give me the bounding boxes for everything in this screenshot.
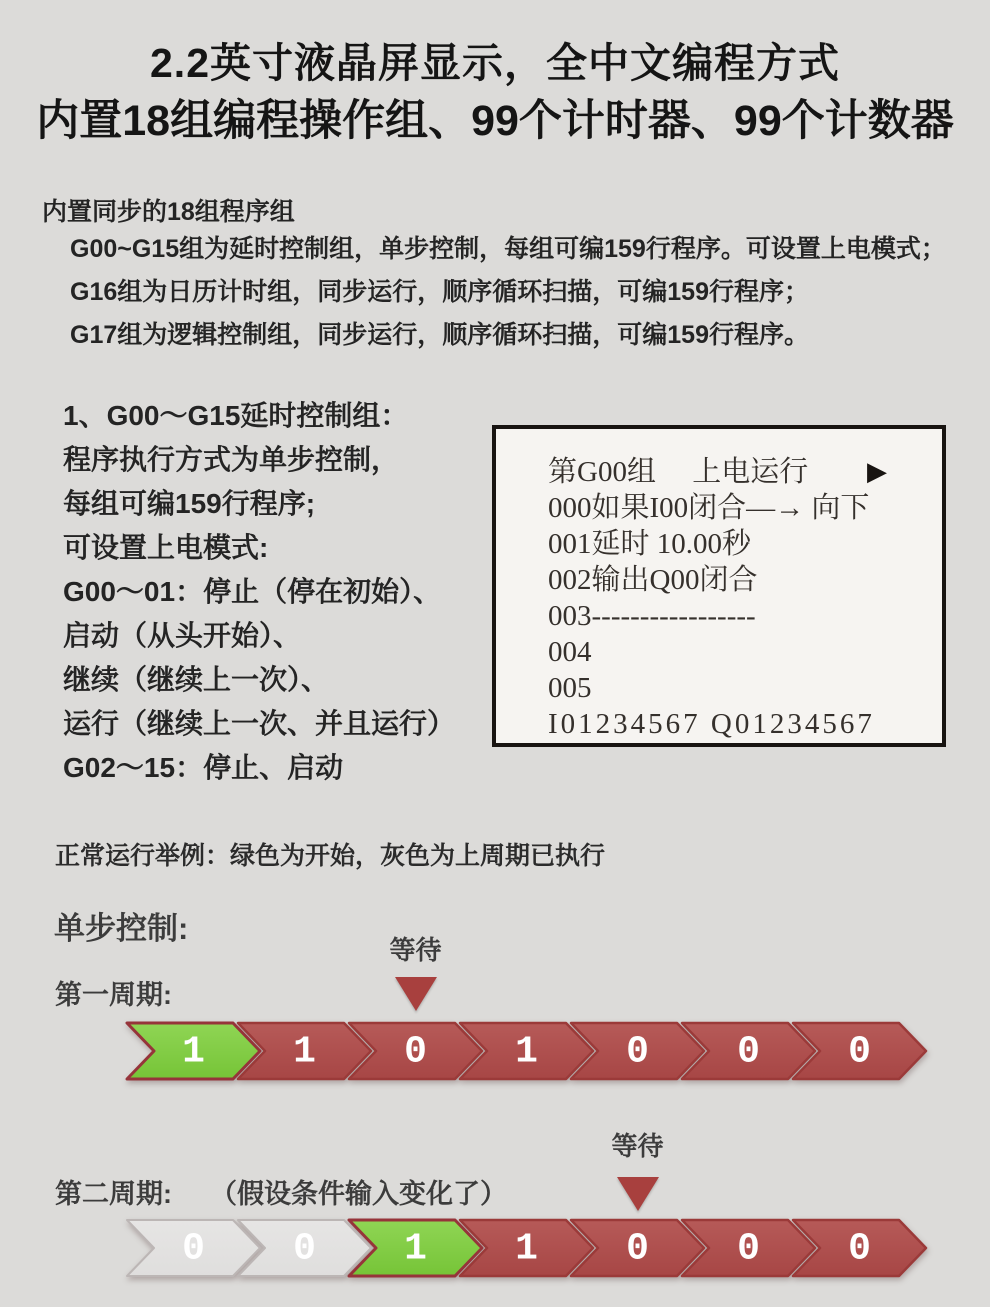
lcd-line: 005 bbox=[548, 672, 592, 704]
feature-line: 1、G00～G15延时控制组： bbox=[63, 400, 409, 431]
lcd-screen bbox=[492, 425, 946, 747]
chevron-step-value: 1 bbox=[515, 1030, 538, 1074]
chevron-step-value: 0 bbox=[848, 1227, 871, 1271]
feature-line: 继续（继续上一次）、 bbox=[63, 664, 330, 695]
wait-label: 等待 bbox=[611, 1131, 664, 1161]
cursor-arrow-icon: ▶ bbox=[867, 457, 887, 486]
lcd-line-text: 第G00组 上电运行 bbox=[548, 456, 809, 488]
intro-line: G00~G15组为延时控制组，单步控制，每组可编159行程序。可设置上电模式； bbox=[70, 235, 946, 263]
chevron-step-value: 0 bbox=[848, 1030, 871, 1074]
cycle-row-label: 第二周期: bbox=[55, 1179, 172, 1209]
cycle-row-label: 第一周期: bbox=[55, 980, 172, 1010]
cycle-chevron-strip bbox=[127, 1218, 937, 1280]
feature-line: 可设置上电模式: bbox=[63, 532, 269, 563]
chevron-step-value: 1 bbox=[293, 1030, 316, 1074]
intro-line: G17组为逻辑控制组，同步运行，顺序循环扫描，可编159行程序。 bbox=[70, 321, 809, 349]
feature-line: 程序执行方式为单步控制， bbox=[63, 444, 400, 475]
chevron-step-value: 0 bbox=[293, 1227, 316, 1271]
chevron-step-value: 0 bbox=[626, 1227, 649, 1271]
wait-marker-triangle-icon bbox=[617, 1177, 659, 1211]
example-caption: 正常运行举例：绿色为开始，灰色为上周期已执行 bbox=[55, 842, 606, 870]
feature-line: 每组可编159行程序; bbox=[63, 488, 316, 519]
wait-marker-triangle-icon bbox=[395, 977, 437, 1011]
feature-list bbox=[63, 394, 455, 790]
chevron-step-value: 1 bbox=[515, 1227, 538, 1271]
lcd-line: 000如果I00闭合—→ 向下 bbox=[548, 492, 870, 524]
lcd-line: 002输出Q00闭合 bbox=[548, 564, 758, 596]
feature-line: 启动（从头开始）、 bbox=[63, 620, 302, 651]
feature-line: G02～15：停止、启动 bbox=[63, 752, 344, 783]
mode-label: 单步控制: bbox=[54, 911, 189, 946]
intro-lines bbox=[70, 228, 946, 357]
chevron-step-value: 0 bbox=[182, 1227, 205, 1271]
lcd-line: 004 bbox=[548, 636, 592, 668]
chevron-step-value: 0 bbox=[737, 1030, 760, 1074]
feature-line: G00～01：停止（停在初始）、 bbox=[63, 576, 442, 607]
chevron-step-value: 1 bbox=[404, 1227, 427, 1271]
lcd-io-status: I01234567 Q01234567 bbox=[548, 708, 875, 740]
lcd-line: 003----------------- bbox=[548, 600, 756, 632]
title-line-1: 2.2英寸液晶屏显示，全中文编程方式 bbox=[150, 40, 840, 86]
wait-label: 等待 bbox=[389, 935, 442, 965]
title-line-2: 内置18组编程操作组、99个计时器、99个计数器 bbox=[36, 97, 954, 145]
lcd-line: 001延时 10.00秒 bbox=[548, 528, 752, 560]
cycle-row-header bbox=[55, 973, 172, 1012]
chevron-step-value: 1 bbox=[182, 1030, 205, 1074]
lcd-line bbox=[548, 454, 942, 490]
cycle-row-header bbox=[55, 1172, 507, 1211]
lcd-body bbox=[548, 490, 942, 706]
intro-heading: 内置同步的18组程序组 bbox=[42, 198, 295, 226]
intro-line: G16组为日历计时组，同步运行，顺序循环扫描，可编159行程序； bbox=[70, 278, 809, 306]
feature-line: 运行（继续上一次、并且运行） bbox=[63, 708, 456, 739]
cycle-chevron-strip bbox=[127, 1021, 937, 1083]
chevron-step-value: 0 bbox=[737, 1227, 760, 1271]
chevron-step-value: 0 bbox=[626, 1030, 649, 1074]
cycle-row-note: （假设条件输入变化了） bbox=[210, 1179, 507, 1209]
chevron-step-value: 0 bbox=[404, 1030, 427, 1074]
